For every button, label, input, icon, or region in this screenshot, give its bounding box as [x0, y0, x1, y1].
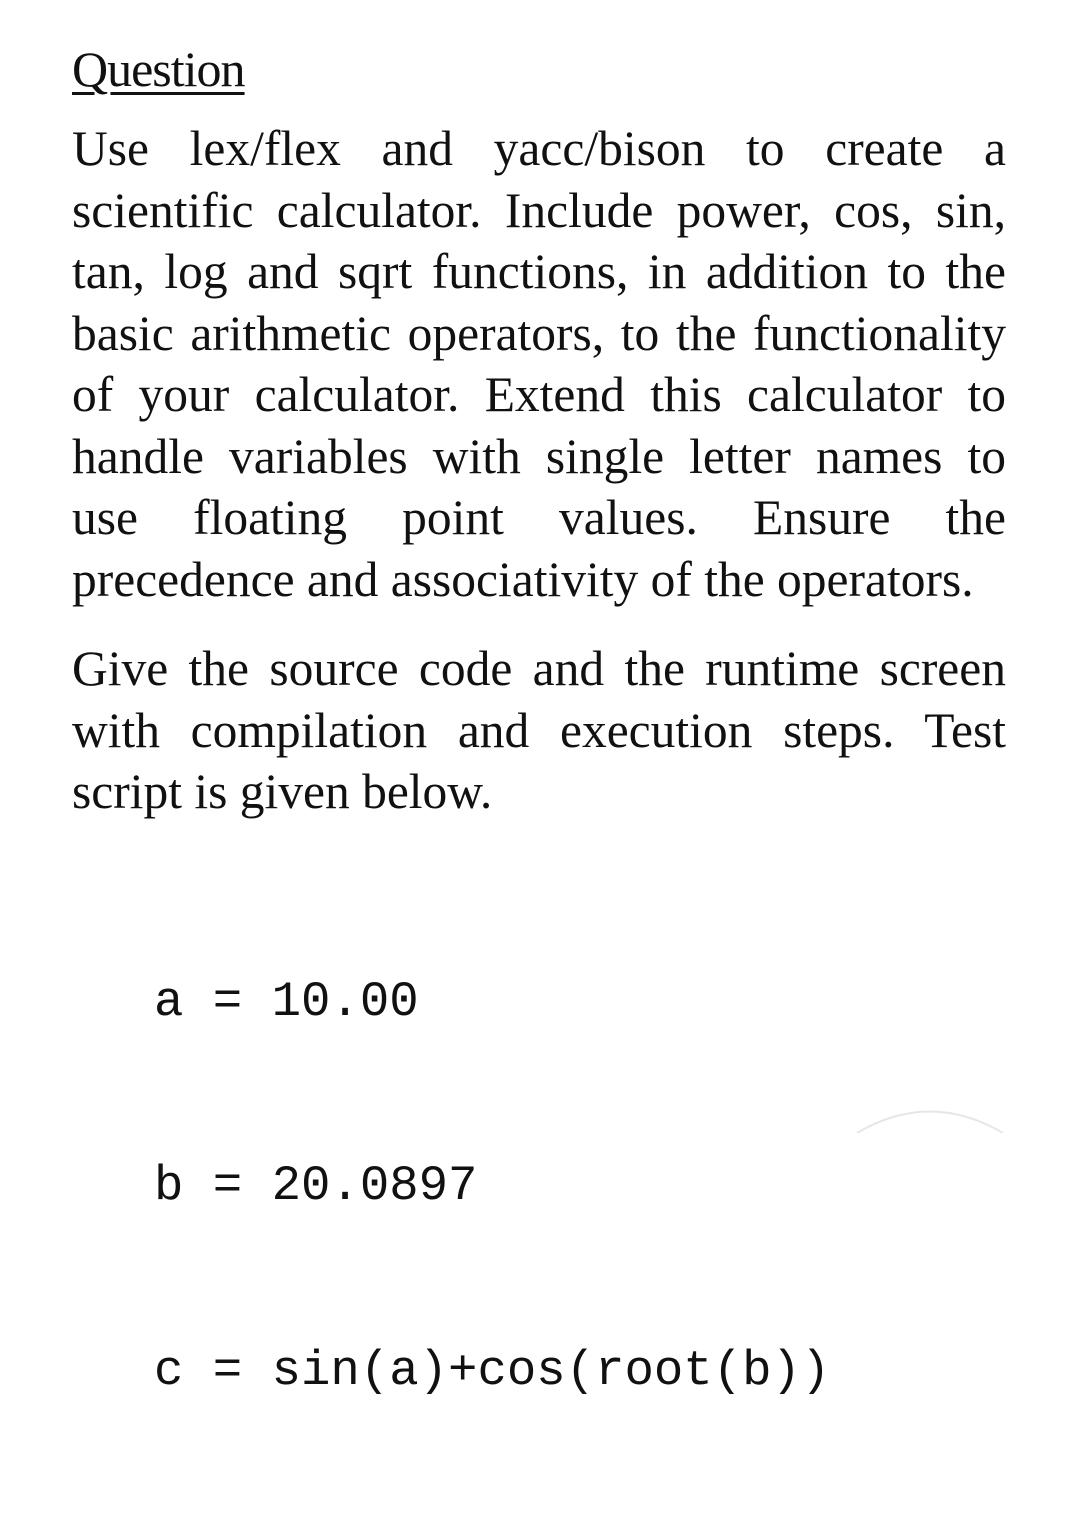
question-heading: Question [72, 38, 245, 100]
test-script-line: c = sin(a)+cos(root(b)) [154, 1341, 1006, 1403]
task-description-paragraph: Use lex/flex and yacc/bison to create a scientific calculator. Include power, cos, sin, tan, log and sqrt functions, in addition to the basic arithmetic operators, to the functionality of your calculator. Extend this calculator to handle variables with single letter names to use floating point values. Ensure the precedence and associativity of the operators. [72, 118, 1006, 610]
question-document [72, 38, 1006, 1525]
decorative-corner-arc [855, 1100, 1005, 1133]
test-script-line: b = 20.0897 [154, 1156, 1006, 1218]
test-script-block [154, 849, 1006, 1525]
deliverables-paragraph: Give the source code and the runtime screen with compilation and execution steps. Test script is given below. [72, 638, 1006, 823]
test-script-line: a = 10.00 [154, 972, 1006, 1034]
